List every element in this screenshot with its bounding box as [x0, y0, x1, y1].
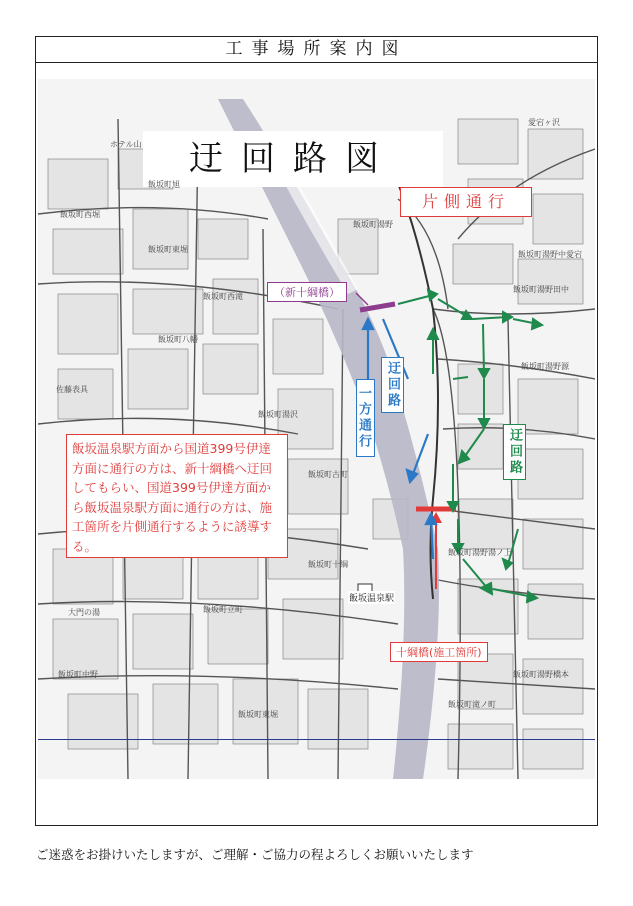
guide-frame — [35, 36, 598, 826]
place-name: 飯坂町西堀 — [60, 210, 100, 219]
place-name: 飯坂町湯野田中 — [513, 285, 569, 294]
detour-label-right: 迂回路 — [503, 424, 526, 480]
header-title: 工事場所案内図 — [36, 37, 597, 63]
place-name: 飯坂町湯野湯ノ上 — [448, 548, 512, 557]
map-title: 迂回路図 — [143, 131, 443, 187]
place-name: 佐藤表具 — [56, 385, 88, 394]
place-name: 飯坂町西滝 — [203, 292, 243, 301]
place-name: 飯坂町湯野 — [353, 220, 393, 229]
place-name: 愛宕ヶ沢 — [528, 118, 560, 127]
place-name: 飯坂町湯野中愛宕 — [518, 250, 582, 259]
detour-map — [38, 79, 595, 779]
one-way-label: 片側通行 — [400, 187, 532, 217]
place-name: 飯坂町立町 — [203, 605, 243, 614]
place-name: 飯坂町滝ノ町 — [448, 700, 496, 709]
place-name: 大門の湯 — [68, 608, 100, 617]
place-name: 飯坂町十綱 — [308, 560, 348, 569]
detour-label-left: 迂回路 — [381, 357, 404, 413]
place-name: 飯坂町湯沢 — [258, 410, 298, 419]
apology-note: ご迷惑をお掛けいたしますが、ご理解・ご協力の程よろしくお願いいたします — [36, 847, 474, 862]
place-name: 飯坂町中野 — [58, 670, 98, 679]
map-bottom-divider — [38, 739, 595, 740]
place-name: 飯坂町八幡 — [158, 335, 198, 344]
station-label: 飯坂温泉駅 — [348, 591, 395, 604]
place-name: 飯坂町湯野源 — [521, 362, 569, 371]
place-name: ホテル山 — [110, 140, 142, 149]
place-name: 飯坂町東堀 — [148, 245, 188, 254]
place-name: 飯坂町古町 — [308, 470, 348, 479]
place-name: 飯坂町旭 — [148, 180, 180, 189]
new-bridge-label: （新十綱橋） — [267, 282, 347, 302]
one-way-vertical-label: 一方通行 — [356, 379, 375, 457]
place-name: 飯坂町湯野橋本 — [513, 670, 569, 679]
info-box: 飯坂温泉駅方面から国道399号伊達方面に通行の方は、新十綱橋へ迂回してもらい、国道399号伊達方面から飯坂温泉駅方面に通行の方は、施工箇所を片側通行するように誘導する。 — [66, 434, 288, 558]
work-site-label: 十綱橋(施工箇所) — [390, 642, 488, 662]
place-name: 飯坂町東堀 — [238, 710, 278, 719]
